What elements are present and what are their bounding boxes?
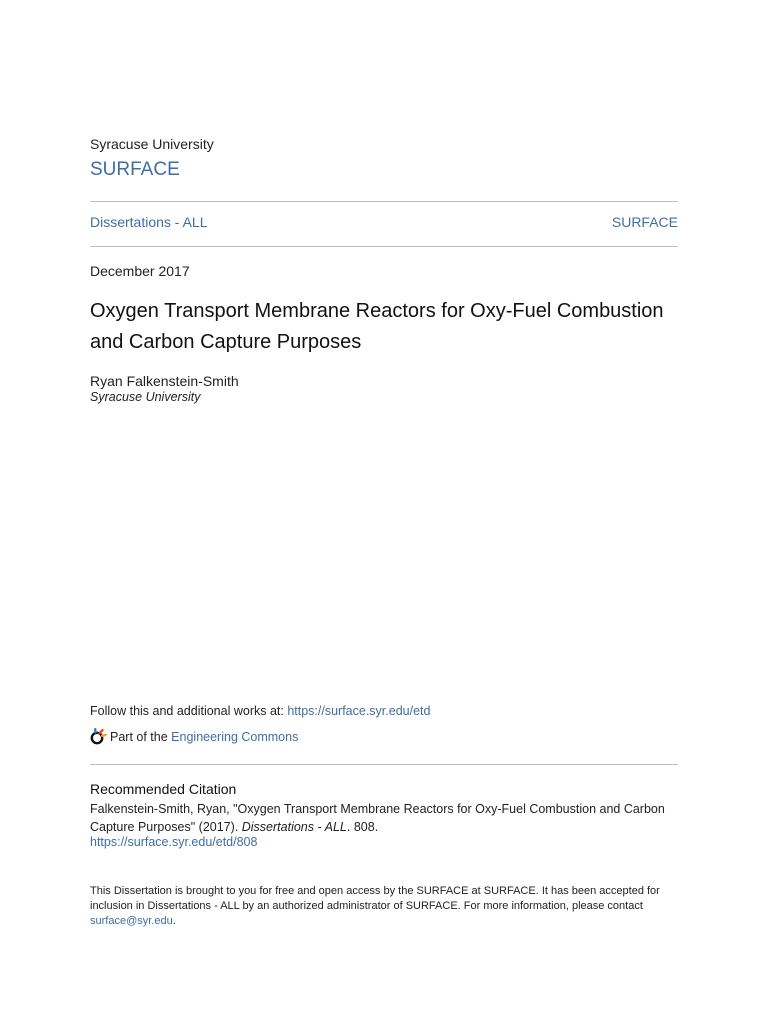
document-title: Oxygen Transport Membrane Reactors for Oxy-Fuel Combustion and Carbon Capture Purposes xyxy=(90,300,664,353)
cover-page xyxy=(90,0,678,1024)
access-notice-text: This Dissertation is brought to you for free and open access by the SURFACE at SURFACE. It has been accepted for inclusion in Dissertations - ALL by an authorized administrator of SURFACE. For more information, please contact xyxy=(90,885,660,912)
part-of-line xyxy=(90,728,298,745)
divider xyxy=(90,764,678,765)
access-notice-end: . xyxy=(172,915,176,927)
citation-url-link[interactable]: https://surface.syr.edu/etd/808 xyxy=(90,835,258,849)
author-name: Ryan Falkenstein-Smith xyxy=(90,373,239,389)
divider xyxy=(90,246,678,247)
citation-text xyxy=(90,800,678,836)
collection-link[interactable]: Dissertations - ALL xyxy=(90,214,208,230)
author-affiliation: Syracuse University xyxy=(90,390,201,404)
citation-series: Dissertations - ALL xyxy=(241,820,347,834)
publication-date: December 2017 xyxy=(90,263,190,279)
citation-body: Falkenstein-Smith, Ryan, "Oxygen Transport Membrane Reactors for Oxy-Fuel Combustion and Carbon Capture Purposes" (2017). xyxy=(90,802,665,834)
engineering-commons-link[interactable]: Engineering Commons xyxy=(171,729,299,744)
divider xyxy=(90,201,678,202)
part-of-prefix: Part of the xyxy=(110,729,168,744)
follow-prefix: Follow this and additional works at: xyxy=(90,704,288,718)
repository-nav-link[interactable]: SURFACE xyxy=(611,214,678,230)
citation-heading: Recommended Citation xyxy=(90,781,237,797)
open-access-icon xyxy=(90,728,107,745)
contact-email-link[interactable]: surface@syr.edu xyxy=(90,915,173,927)
access-notice xyxy=(90,884,678,929)
institution-name: Syracuse University xyxy=(90,136,214,152)
follow-line xyxy=(90,704,430,718)
collection-url-link[interactable]: https://surface.syr.edu/etd xyxy=(287,704,431,718)
repository-link[interactable]: SURFACE xyxy=(90,159,180,180)
citation-end: . 808. xyxy=(346,820,379,834)
